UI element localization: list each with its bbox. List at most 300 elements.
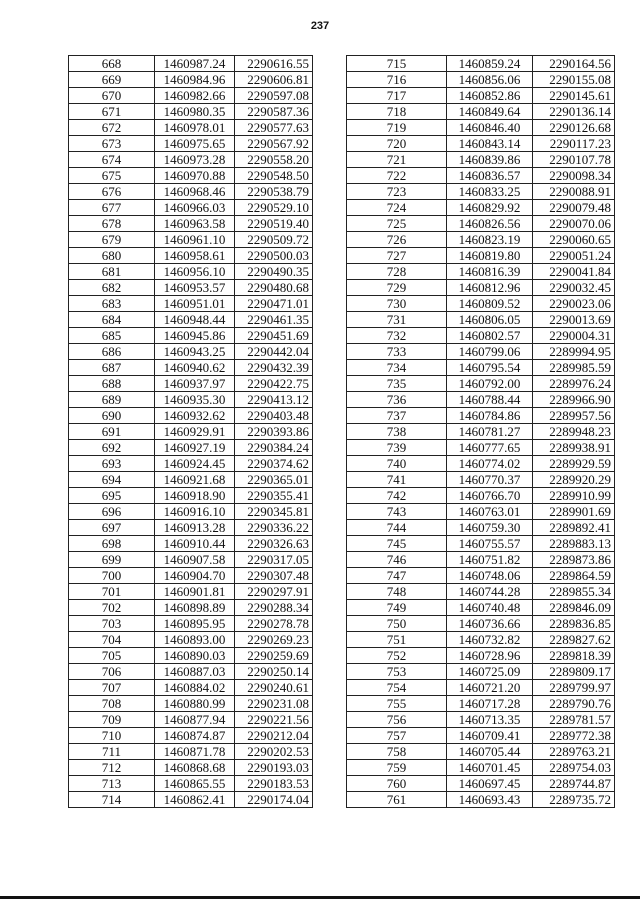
y-coordinate-cell: 2290250.14 [235,664,313,680]
table-row [69,56,313,72]
table-row [347,680,615,696]
x-coordinate-cell: 1460784.86 [447,408,533,424]
point-number-cell: 703 [69,616,155,632]
x-coordinate-cell: 1460935.30 [155,392,235,408]
point-number-cell: 702 [69,600,155,616]
table-row [69,456,313,472]
table-row [347,504,615,520]
x-coordinate-cell: 1460948.44 [155,312,235,328]
table-row [347,472,615,488]
x-coordinate-cell: 1460713.35 [447,712,533,728]
point-number-cell: 718 [347,104,447,120]
point-number-cell: 684 [69,312,155,328]
table-row [69,424,313,440]
point-number-cell: 724 [347,200,447,216]
table-row [69,408,313,424]
x-coordinate-cell: 1460927.19 [155,440,235,456]
point-number-cell: 704 [69,632,155,648]
y-coordinate-cell: 2290259.69 [235,648,313,664]
point-number-cell: 687 [69,360,155,376]
y-coordinate-cell: 2290500.03 [235,248,313,264]
table-row [347,568,615,584]
table-row [69,200,313,216]
point-number-cell: 690 [69,408,155,424]
y-coordinate-cell: 2290155.08 [533,72,615,88]
x-coordinate-cell: 1460849.64 [447,104,533,120]
x-coordinate-cell: 1460895.95 [155,616,235,632]
table-row [347,632,615,648]
y-coordinate-cell: 2290174.04 [235,792,313,808]
table-row [347,536,615,552]
table-row [347,136,615,152]
x-coordinate-cell: 1460901.81 [155,584,235,600]
point-number-cell: 688 [69,376,155,392]
table-row [69,248,313,264]
point-number-cell: 729 [347,280,447,296]
point-number-cell: 728 [347,264,447,280]
table-row [347,760,615,776]
x-coordinate-cell: 1460893.00 [155,632,235,648]
point-number-cell: 757 [347,728,447,744]
x-coordinate-cell: 1460921.68 [155,472,235,488]
point-number-cell: 692 [69,440,155,456]
x-coordinate-cell: 1460836.57 [447,168,533,184]
x-coordinate-cell: 1460910.44 [155,536,235,552]
table-row [69,392,313,408]
y-coordinate-cell: 2290079.48 [533,200,615,216]
x-coordinate-cell: 1460846.40 [447,120,533,136]
table-row [69,376,313,392]
table-row [347,440,615,456]
x-coordinate-cell: 1460943.25 [155,344,235,360]
x-coordinate-cell: 1460975.65 [155,136,235,152]
x-coordinate-cell: 1460766.70 [447,488,533,504]
x-coordinate-cell: 1460788.44 [447,392,533,408]
y-coordinate-cell: 2289883.13 [533,536,615,552]
table-row [347,488,615,504]
x-coordinate-cell: 1460774.02 [447,456,533,472]
y-coordinate-cell: 2290051.24 [533,248,615,264]
point-number-cell: 747 [347,568,447,584]
table-row [347,120,615,136]
point-number-cell: 715 [347,56,447,72]
x-coordinate-cell: 1460777.65 [447,440,533,456]
y-coordinate-cell: 2290355.41 [235,488,313,504]
table-row [69,568,313,584]
point-number-cell: 672 [69,120,155,136]
y-coordinate-cell: 2289994.95 [533,344,615,360]
table-row [347,376,615,392]
x-coordinate-cell: 1460987.24 [155,56,235,72]
table-row [347,344,615,360]
point-number-cell: 711 [69,744,155,760]
table-row [69,360,313,376]
point-number-cell: 737 [347,408,447,424]
y-coordinate-cell: 2290384.24 [235,440,313,456]
point-number-cell: 714 [69,792,155,808]
point-number-cell: 671 [69,104,155,120]
y-coordinate-cell: 2290432.39 [235,360,313,376]
point-number-cell: 733 [347,344,447,360]
table-row [69,760,313,776]
x-coordinate-cell: 1460781.27 [447,424,533,440]
y-coordinate-cell: 2289799.97 [533,680,615,696]
y-coordinate-cell: 2290297.91 [235,584,313,600]
point-number-cell: 750 [347,616,447,632]
y-coordinate-cell: 2290212.04 [235,728,313,744]
y-coordinate-cell: 2290117.23 [533,136,615,152]
point-number-cell: 732 [347,328,447,344]
y-coordinate-cell: 2290403.48 [235,408,313,424]
point-number-cell: 717 [347,88,447,104]
y-coordinate-cell: 2289920.29 [533,472,615,488]
table-row [69,776,313,792]
table-row [347,152,615,168]
table-row [347,184,615,200]
point-number-cell: 682 [69,280,155,296]
x-coordinate-cell: 1460839.86 [447,152,533,168]
point-number-cell: 716 [347,72,447,88]
point-number-cell: 755 [347,696,447,712]
table-row [69,696,313,712]
y-coordinate-cell: 2290317.05 [235,552,313,568]
x-coordinate-cell: 1460856.06 [447,72,533,88]
point-number-cell: 691 [69,424,155,440]
table-row [69,744,313,760]
x-coordinate-cell: 1460968.46 [155,184,235,200]
point-number-cell: 720 [347,136,447,152]
y-coordinate-cell: 2290519.40 [235,216,313,232]
x-coordinate-cell: 1460958.61 [155,248,235,264]
table-row [69,280,313,296]
point-number-cell: 673 [69,136,155,152]
y-coordinate-cell: 2289976.24 [533,376,615,392]
y-coordinate-cell: 2290365.01 [235,472,313,488]
x-coordinate-cell: 1460751.82 [447,552,533,568]
y-coordinate-cell: 2290597.08 [235,88,313,104]
table-row [69,104,313,120]
y-coordinate-cell: 2290442.04 [235,344,313,360]
x-coordinate-cell: 1460904.70 [155,568,235,584]
point-number-cell: 685 [69,328,155,344]
table-row [69,216,313,232]
point-number-cell: 689 [69,392,155,408]
x-coordinate-cell: 1460833.25 [447,184,533,200]
point-number-cell: 681 [69,264,155,280]
point-number-cell: 710 [69,728,155,744]
y-coordinate-cell: 2289985.59 [533,360,615,376]
y-coordinate-cell: 2290269.23 [235,632,313,648]
x-coordinate-cell: 1460759.30 [447,520,533,536]
x-coordinate-cell: 1460907.58 [155,552,235,568]
coordinate-table-left [68,55,313,808]
point-number-cell: 736 [347,392,447,408]
y-coordinate-cell: 2290587.36 [235,104,313,120]
x-coordinate-cell: 1460929.91 [155,424,235,440]
x-coordinate-cell: 1460966.03 [155,200,235,216]
point-number-cell: 756 [347,712,447,728]
y-coordinate-cell: 2289763.21 [533,744,615,760]
point-number-cell: 727 [347,248,447,264]
point-number-cell: 713 [69,776,155,792]
point-number-cell: 700 [69,568,155,584]
x-coordinate-cell: 1460763.01 [447,504,533,520]
point-number-cell: 760 [347,776,447,792]
table-row [69,72,313,88]
point-number-cell: 698 [69,536,155,552]
point-number-cell: 707 [69,680,155,696]
x-coordinate-cell: 1460945.86 [155,328,235,344]
x-coordinate-cell: 1460913.28 [155,520,235,536]
x-coordinate-cell: 1460868.68 [155,760,235,776]
point-number-cell: 678 [69,216,155,232]
y-coordinate-cell: 2289846.09 [533,600,615,616]
table-row [347,312,615,328]
y-coordinate-cell: 2290490.35 [235,264,313,280]
x-coordinate-cell: 1460721.20 [447,680,533,696]
point-number-cell: 676 [69,184,155,200]
y-coordinate-cell: 2290107.78 [533,152,615,168]
point-number-cell: 744 [347,520,447,536]
y-coordinate-cell: 2289929.59 [533,456,615,472]
x-coordinate-cell: 1460865.55 [155,776,235,792]
table-row [347,392,615,408]
table-row [347,456,615,472]
table-row [69,88,313,104]
point-number-cell: 669 [69,72,155,88]
point-number-cell: 759 [347,760,447,776]
y-coordinate-cell: 2290278.78 [235,616,313,632]
point-number-cell: 721 [347,152,447,168]
y-coordinate-cell: 2289735.72 [533,792,615,808]
point-number-cell: 712 [69,760,155,776]
table-row [69,344,313,360]
point-number-cell: 741 [347,472,447,488]
table-row [69,296,313,312]
x-coordinate-cell: 1460816.39 [447,264,533,280]
table-row [69,120,313,136]
x-coordinate-cell: 1460736.66 [447,616,533,632]
x-coordinate-cell: 1460755.57 [447,536,533,552]
point-number-cell: 734 [347,360,447,376]
x-coordinate-cell: 1460693.43 [447,792,533,808]
table-row [69,552,313,568]
y-coordinate-cell: 2289948.23 [533,424,615,440]
x-coordinate-cell: 1460725.09 [447,664,533,680]
y-coordinate-cell: 2290548.50 [235,168,313,184]
x-coordinate-cell: 1460795.54 [447,360,533,376]
y-coordinate-cell: 2290461.35 [235,312,313,328]
y-coordinate-cell: 2290202.53 [235,744,313,760]
table-row [69,232,313,248]
x-coordinate-cell: 1460826.56 [447,216,533,232]
x-coordinate-cell: 1460884.02 [155,680,235,696]
point-number-cell: 674 [69,152,155,168]
table-row [69,312,313,328]
x-coordinate-cell: 1460717.28 [447,696,533,712]
table-row [347,168,615,184]
y-coordinate-cell: 2290345.81 [235,504,313,520]
point-number-cell: 723 [347,184,447,200]
x-coordinate-cell: 1460924.45 [155,456,235,472]
table-row [347,56,615,72]
y-coordinate-cell: 2290221.56 [235,712,313,728]
x-coordinate-cell: 1460956.10 [155,264,235,280]
point-number-cell: 709 [69,712,155,728]
y-coordinate-cell: 2290509.72 [235,232,313,248]
table-row [347,616,615,632]
table-row [347,744,615,760]
x-coordinate-cell: 1460744.28 [447,584,533,600]
x-coordinate-cell: 1460961.10 [155,232,235,248]
point-number-cell: 697 [69,520,155,536]
table-row [69,584,313,600]
y-coordinate-cell: 2289827.62 [533,632,615,648]
table-row [347,360,615,376]
x-coordinate-cell: 1460705.44 [447,744,533,760]
table-row [69,184,313,200]
y-coordinate-cell: 2290529.10 [235,200,313,216]
y-coordinate-cell: 2290616.55 [235,56,313,72]
y-coordinate-cell: 2290126.68 [533,120,615,136]
x-coordinate-cell: 1460953.57 [155,280,235,296]
x-coordinate-cell: 1460898.89 [155,600,235,616]
point-number-cell: 701 [69,584,155,600]
x-coordinate-cell: 1460709.41 [447,728,533,744]
y-coordinate-cell: 2290374.62 [235,456,313,472]
x-coordinate-cell: 1460951.01 [155,296,235,312]
x-coordinate-cell: 1460963.58 [155,216,235,232]
x-coordinate-cell: 1460852.86 [447,88,533,104]
y-coordinate-cell: 2290577.63 [235,120,313,136]
x-coordinate-cell: 1460792.00 [447,376,533,392]
table-row [69,472,313,488]
point-number-cell: 725 [347,216,447,232]
y-coordinate-cell: 2290307.48 [235,568,313,584]
x-coordinate-cell: 1460940.62 [155,360,235,376]
x-coordinate-cell: 1460740.48 [447,600,533,616]
table-row [347,776,615,792]
point-number-cell: 739 [347,440,447,456]
x-coordinate-cell: 1460978.01 [155,120,235,136]
x-coordinate-cell: 1460748.06 [447,568,533,584]
point-number-cell: 735 [347,376,447,392]
y-coordinate-cell: 2289818.39 [533,648,615,664]
y-coordinate-cell: 2290164.56 [533,56,615,72]
y-coordinate-cell: 2290041.84 [533,264,615,280]
point-number-cell: 745 [347,536,447,552]
point-number-cell: 753 [347,664,447,680]
y-coordinate-cell: 2289864.59 [533,568,615,584]
y-coordinate-cell: 2289809.17 [533,664,615,680]
table-row [69,136,313,152]
point-number-cell: 726 [347,232,447,248]
table-row [69,728,313,744]
y-coordinate-cell: 2290326.63 [235,536,313,552]
point-number-cell: 719 [347,120,447,136]
point-number-cell: 752 [347,648,447,664]
point-number-cell: 708 [69,696,155,712]
table-row [347,296,615,312]
y-coordinate-cell: 2290451.69 [235,328,313,344]
table-row [347,328,615,344]
x-coordinate-cell: 1460812.96 [447,280,533,296]
table-row [347,280,615,296]
x-coordinate-cell: 1460862.41 [155,792,235,808]
y-coordinate-cell: 2290098.34 [533,168,615,184]
y-coordinate-cell: 2289901.69 [533,504,615,520]
x-coordinate-cell: 1460916.10 [155,504,235,520]
y-coordinate-cell: 2289938.91 [533,440,615,456]
point-number-cell: 740 [347,456,447,472]
y-coordinate-cell: 2289892.41 [533,520,615,536]
y-coordinate-cell: 2290288.34 [235,600,313,616]
x-coordinate-cell: 1460770.37 [447,472,533,488]
table-row [347,648,615,664]
table-row [347,264,615,280]
x-coordinate-cell: 1460701.45 [447,760,533,776]
y-coordinate-cell: 2290413.12 [235,392,313,408]
y-coordinate-cell: 2289957.56 [533,408,615,424]
point-number-cell: 679 [69,232,155,248]
x-coordinate-cell: 1460980.35 [155,104,235,120]
table-row [347,520,615,536]
point-number-cell: 693 [69,456,155,472]
x-coordinate-cell: 1460973.28 [155,152,235,168]
point-number-cell: 748 [347,584,447,600]
table-row [347,248,615,264]
x-coordinate-cell: 1460732.82 [447,632,533,648]
x-coordinate-cell: 1460843.14 [447,136,533,152]
x-coordinate-cell: 1460823.19 [447,232,533,248]
point-number-cell: 680 [69,248,155,264]
point-number-cell: 746 [347,552,447,568]
point-number-cell: 670 [69,88,155,104]
point-number-cell: 761 [347,792,447,808]
table-row [69,168,313,184]
y-coordinate-cell: 2290538.79 [235,184,313,200]
table-row [347,584,615,600]
y-coordinate-cell: 2289910.99 [533,488,615,504]
table-row [347,104,615,120]
x-coordinate-cell: 1460728.96 [447,648,533,664]
point-number-cell: 730 [347,296,447,312]
y-coordinate-cell: 2289790.76 [533,696,615,712]
y-coordinate-cell: 2290136.14 [533,104,615,120]
table-row [347,600,615,616]
y-coordinate-cell: 2290088.91 [533,184,615,200]
point-number-cell: 706 [69,664,155,680]
y-coordinate-cell: 2289873.86 [533,552,615,568]
x-coordinate-cell: 1460877.94 [155,712,235,728]
table-row [69,488,313,504]
x-coordinate-cell: 1460880.99 [155,696,235,712]
y-coordinate-cell: 2289855.34 [533,584,615,600]
x-coordinate-cell: 1460918.90 [155,488,235,504]
x-coordinate-cell: 1460932.62 [155,408,235,424]
x-coordinate-cell: 1460859.24 [447,56,533,72]
coordinate-table-right [346,55,615,808]
point-number-cell: 742 [347,488,447,504]
point-number-cell: 754 [347,680,447,696]
x-coordinate-cell: 1460809.52 [447,296,533,312]
x-coordinate-cell: 1460819.80 [447,248,533,264]
y-coordinate-cell: 2290183.53 [235,776,313,792]
y-coordinate-cell: 2290422.75 [235,376,313,392]
table-row [347,88,615,104]
table-row [69,648,313,664]
y-coordinate-cell: 2289772.38 [533,728,615,744]
